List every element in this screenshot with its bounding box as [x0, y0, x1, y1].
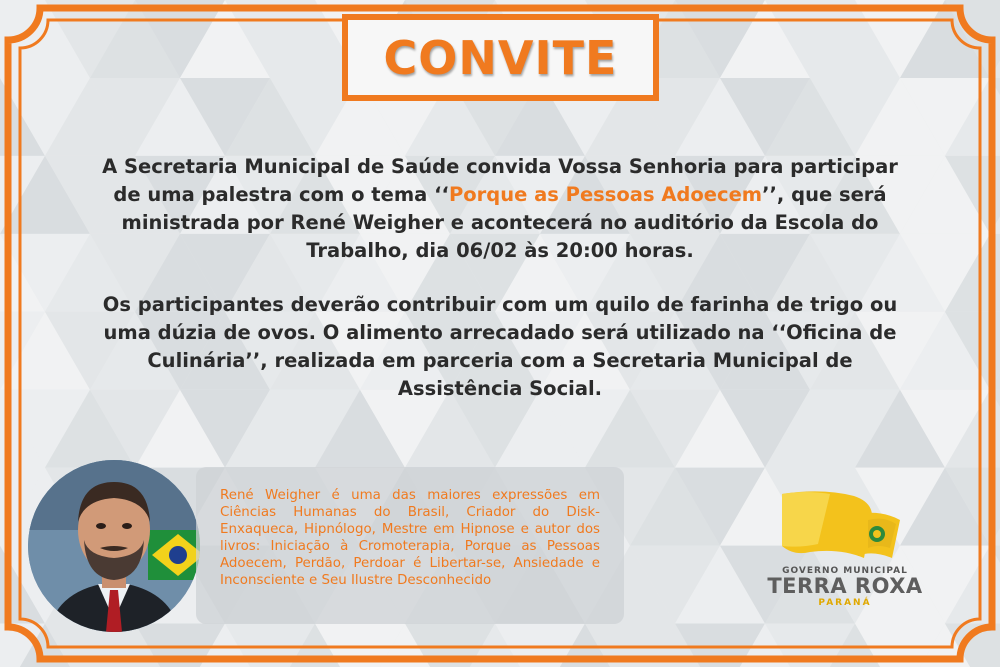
logo-state: PARANÁ [818, 598, 872, 608]
logo-subtitle: GOVERNO MUNICIPAL [782, 566, 908, 576]
title-box [342, 14, 659, 101]
invitation-paragraph [100, 153, 900, 265]
lecture-theme: Porque as Pessoas Adoecem [448, 183, 763, 206]
speaker-portrait-icon [28, 460, 200, 632]
invitation-text-end: ’’, que será ministrada por René Weigher e acontecerá no auditório da Escola do Trabalho, dia 06/02 às 20:00 horas. [121, 183, 887, 262]
contribution-paragraph: Os participantes deverão contribuir com um quilo de farinha de trigo ou uma dúzia de ovos. O alimento arrecadado será utilizado na ‘‘Oficina de Culinária’’, realizada em parceria com a Secretaria Municipal de Assistência Social. [102, 293, 898, 400]
speaker-photo [28, 460, 200, 632]
invitation-text-start: A Secretaria Municipal de Saúde convida Vossa Senhoria para participar de uma palestra com o tema ‘‘ [102, 155, 898, 206]
logo-city-name: TERRA ROXA [767, 574, 923, 598]
speaker-bio: René Weigher é uma das maiores expressões em Ciências Humanas do Brasil, Criador do Disk-Enxaqueca, Hipnólogo, Mestre em Hipnose e autor dos livros: Iniciação à Cromoterapia, Porque as Pessoas Adoecem, Perdão, Perdoar é Libertar-se, Ansiedade e Inconsciente e Seu Ilustre Desconhecido [220, 488, 600, 588]
page-title: CONVITE [383, 30, 618, 85]
